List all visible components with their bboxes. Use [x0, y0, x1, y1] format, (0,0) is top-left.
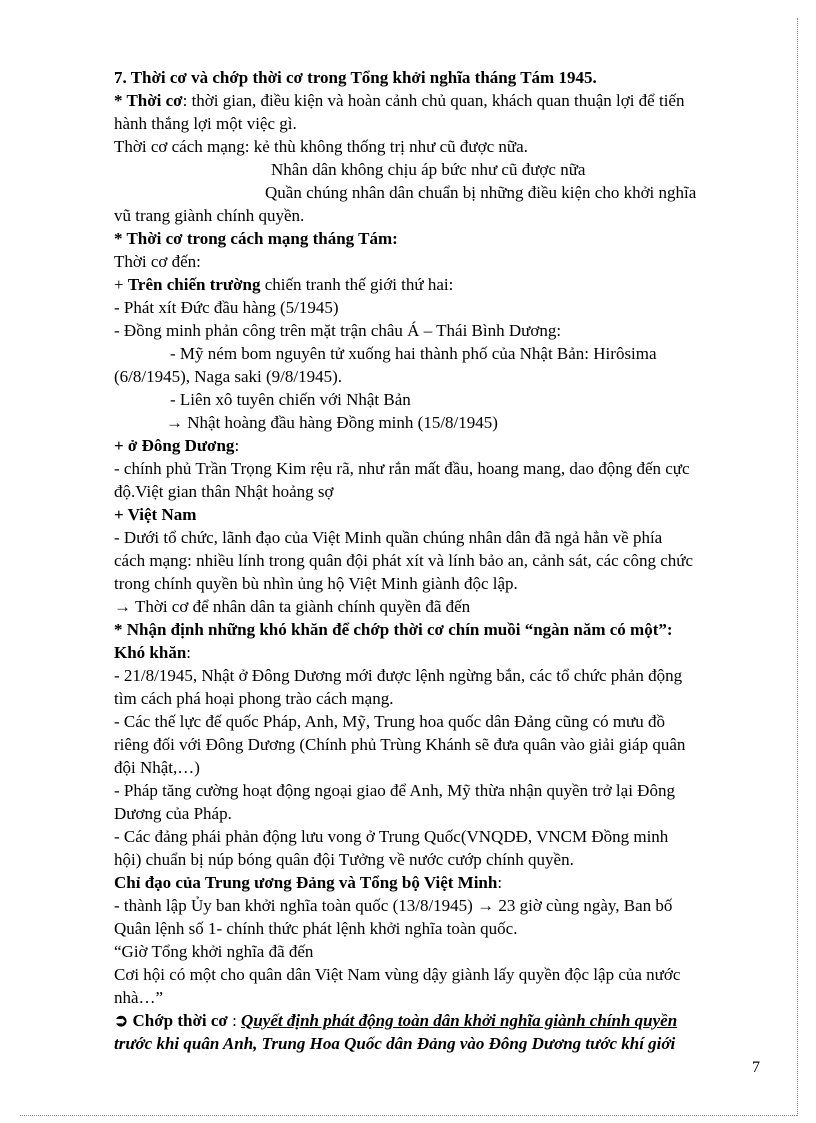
text-line: → Thời cơ để nhân dân ta giành chính quyền đã đến: [114, 597, 471, 616]
text-line: Dương của Pháp.: [114, 804, 232, 823]
document-body: [114, 66, 764, 1055]
section-heading: 7. Thời cơ và chớp thời cơ trong Tổng khởi nghĩa tháng Tám 1945.: [114, 68, 597, 87]
text-line: - Các đảng phái phản động lưu vong ở Trung Quốc(VNQDĐ, VNCM Đồng minh: [114, 827, 669, 846]
arrow-icon: →: [166, 413, 183, 432]
text-line: hành thắng lợi một việc gì.: [114, 114, 297, 133]
text-line: → Nhật hoàng đầu hàng Đồng minh (15/8/1945): [166, 413, 498, 432]
text-line: - Pháp tăng cường hoạt động ngoại giao để Anh, Mỹ thừa nhận quyền trở lại Đông: [114, 781, 675, 800]
text-line: Chỉ đạo của Trung ương Đảng và Tổng bộ Việt Minh:: [114, 873, 503, 892]
text-line: độ.Việt gian thân Nhật hoảng sợ: [114, 482, 334, 501]
text-line: - Mỹ ném bom nguyên tử xuống hai thành phố của Nhật Bản: Hirôsima: [170, 344, 657, 363]
text-line: Khó khăn:: [114, 643, 192, 662]
page-border-bottom: [20, 1115, 797, 1116]
text-line: - chính phủ Trần Trọng Kim rệu rã, như rắn mất đầu, hoang mang, dao động đến cực: [114, 459, 690, 478]
text-line: - Liên xô tuyên chiến với Nhật Bản: [170, 390, 411, 409]
text-line: - Dưới tổ chức, lãnh đạo của Việt Minh quần chúng nhân dân đã ngả hẳn về phía: [114, 528, 663, 547]
text-line: - Phát xít Đức đầu hàng (5/1945): [114, 298, 339, 317]
text-line: riêng đối với Đông Dương (Chính phủ Trùng Khánh sẽ đưa quân vào giải giáp quân: [114, 735, 686, 754]
text-line: ➲ Chớp thời cơ : Quyết định phát động toàn dân khởi nghĩa giành chính quyền: [114, 1011, 678, 1030]
text-line: - 21/8/1945, Nhật ở Đông Dương mới được lệnh ngừng bắn, các tổ chức phản động: [114, 666, 683, 685]
text-line: tìm cách phá hoại phong trào cách mạng.: [114, 689, 394, 708]
text-line: “Giờ Tổng khởi nghĩa đã đến: [114, 942, 314, 961]
text-line: + Trên chiến trường chiến tranh thế giới thứ hai:: [114, 275, 454, 294]
text-line: Cơi hội có một cho quân dân Việt Nam vùng dậy giành lấy quyền độc lập của nước: [114, 965, 681, 984]
arrow-icon: →: [114, 597, 131, 616]
text-line: đội Nhật,…): [114, 758, 200, 777]
text-line: Quần chúng nhân dân chuẩn bị những điều kiện cho khởi nghĩa: [265, 183, 697, 202]
text-line: Nhân dân không chịu áp bức như cũ được nữa: [271, 160, 586, 179]
text-line: - thành lập Ủy ban khởi nghĩa toàn quốc (13/8/1945) → 23 giờ cùng ngày, Ban bố: [114, 896, 673, 915]
subheading: * Thời cơ trong cách mạng tháng Tám:: [114, 229, 398, 248]
text-line: nhà…”: [114, 988, 164, 1007]
text-line: trong chính quyền bù nhìn ủng hộ Việt Minh giành độc lập.: [114, 574, 518, 593]
text-line: - Đồng minh phản công trên mặt trận châu Á – Thái Bình Dương:: [114, 321, 562, 340]
text-line: Thời cơ cách mạng: kẻ thù không thống trị như cũ được nữa.: [114, 137, 528, 156]
text-line: * Thời cơ: thời gian, điều kiện và hoàn cảnh chủ quan, khách quan thuận lợi để tiến: [114, 91, 685, 110]
hand-arrow-icon: ➲: [114, 1011, 129, 1030]
text-line: + ở Đông Dương:: [114, 436, 240, 455]
text-line: hội) chuẩn bị núp bóng quân đội Tưởng về nước cướp chính quyền.: [114, 850, 574, 869]
page-number: 7: [752, 1059, 760, 1076]
text-line: Thời cơ đến:: [114, 252, 201, 271]
text-line: (6/8/1945), Naga saki (9/8/1945).: [114, 367, 343, 386]
page-border-right: [797, 18, 798, 1116]
text-line: - Các thế lực đế quốc Pháp, Anh, Mỹ, Trung hoa quốc dân Đảng cũng có mưu đồ: [114, 712, 666, 731]
text-line: Quân lệnh số 1- chính thức phát lệnh khởi nghĩa toàn quốc.: [114, 919, 518, 938]
text-line: trước khi quân Anh, Trung Hoa Quốc dân Đảng vào Đông Dương tước khí giới: [114, 1034, 676, 1053]
subheading: + Việt Nam: [114, 505, 197, 524]
text-line: vũ trang giành chính quyền.: [114, 206, 305, 225]
arrow-icon: →: [477, 896, 495, 915]
subheading: * Nhận định những khó khăn để chớp thời cơ chín muồi “ngàn năm có một”:: [114, 620, 673, 639]
text-line: cách mạng: nhiều lính trong quân đội phát xít và lính bảo an, cảnh sát, các công chức: [114, 551, 694, 570]
